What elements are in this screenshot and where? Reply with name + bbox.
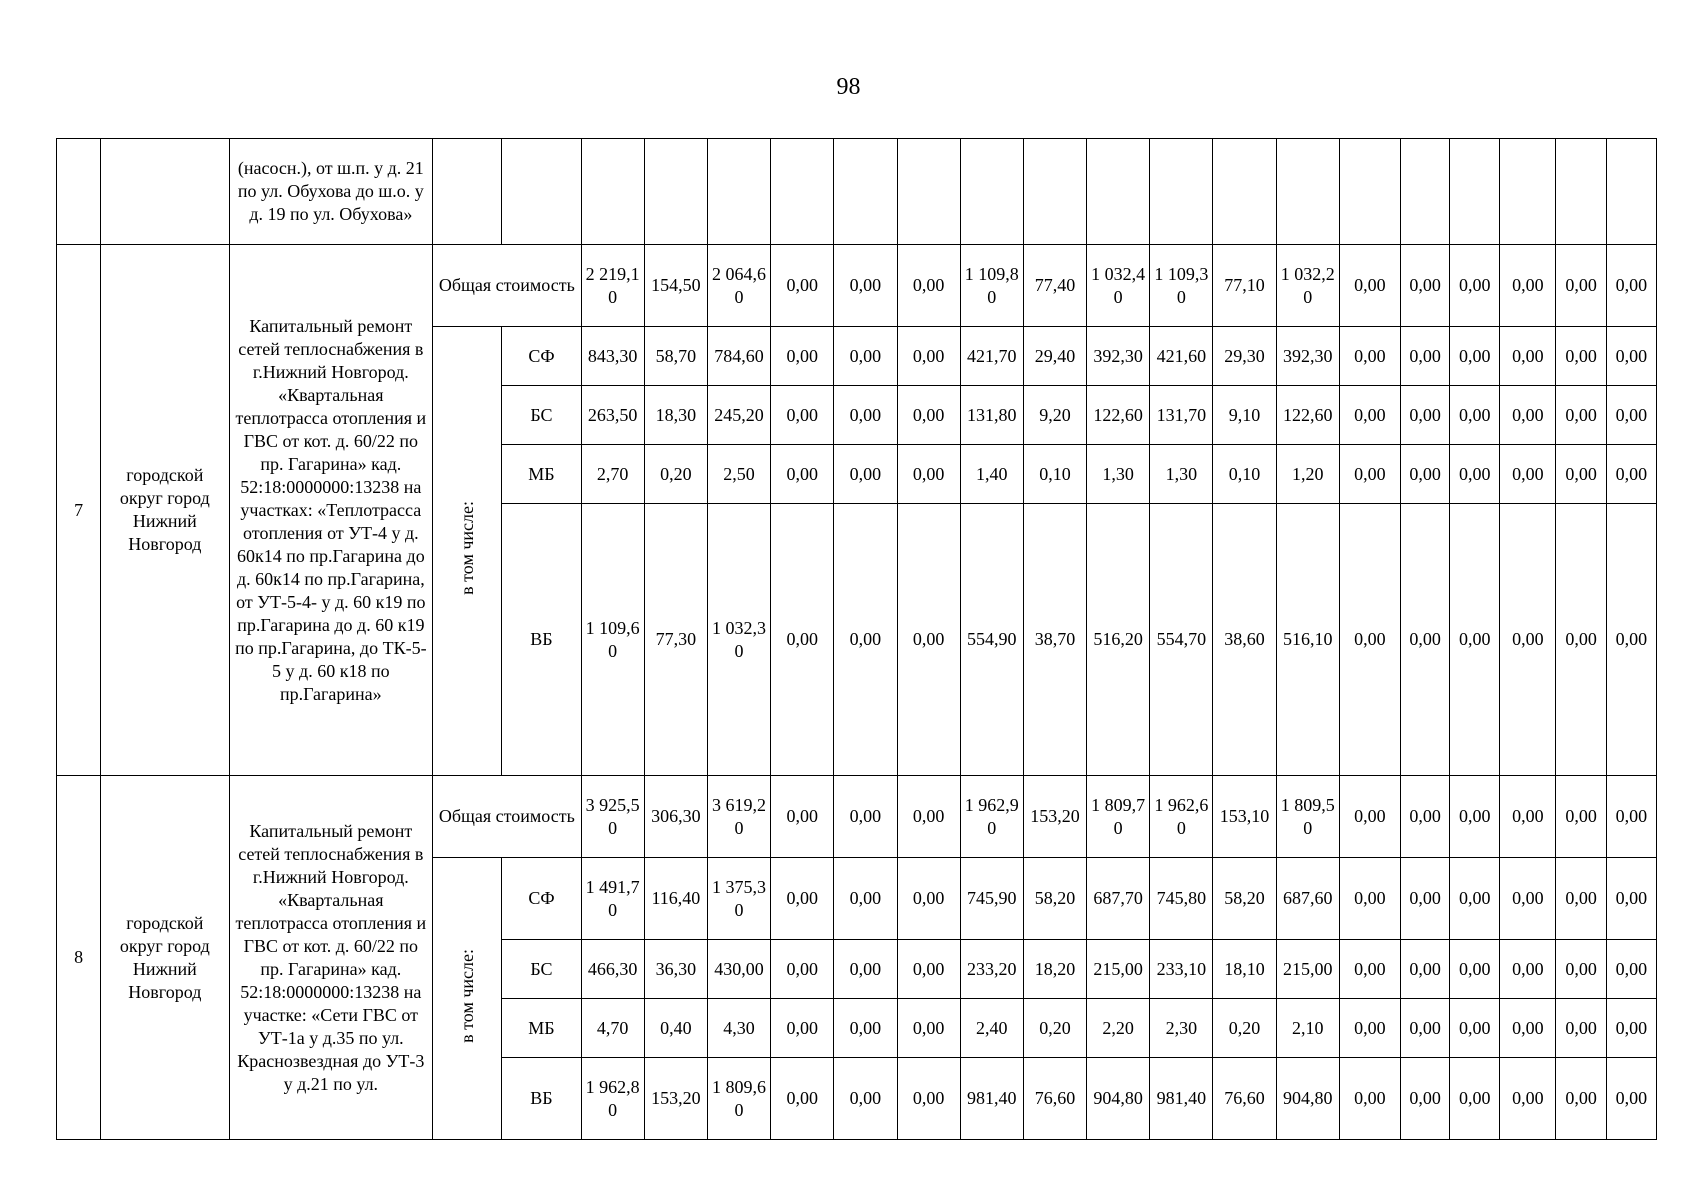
empty-cell [1500, 139, 1556, 245]
value-cell: 0,00 [1401, 940, 1450, 999]
value-cell: 0,00 [1556, 776, 1606, 858]
value-cell: 0,00 [1450, 445, 1500, 504]
funding-source-label: ВБ [502, 504, 581, 776]
value-cell: 0,00 [771, 940, 834, 999]
value-cell: 122,60 [1087, 386, 1150, 445]
empty-cell [1556, 139, 1606, 245]
empty-cell [771, 139, 834, 245]
value-cell: 0,00 [1606, 1058, 1656, 1140]
value-cell: 0,00 [1450, 940, 1500, 999]
value-cell: 0,00 [771, 776, 834, 858]
value-cell: 58,20 [1023, 858, 1086, 940]
value-cell: 392,30 [1276, 327, 1339, 386]
total-cost-label: Общая стоимость [433, 245, 581, 327]
value-cell: 0,00 [834, 999, 897, 1058]
value-cell: 58,70 [644, 327, 707, 386]
value-cell: 76,60 [1023, 1058, 1086, 1140]
funding-source-label: МБ [502, 999, 581, 1058]
value-cell: 1 962,80 [581, 1058, 644, 1140]
value-cell: 0,00 [1556, 386, 1606, 445]
value-cell: 0,00 [1450, 245, 1500, 327]
value-cell: 0,00 [771, 386, 834, 445]
value-cell: 904,80 [1276, 1058, 1339, 1140]
value-cell: 0,00 [1500, 776, 1556, 858]
value-cell: 1,20 [1276, 445, 1339, 504]
num-cell [57, 139, 101, 245]
value-cell: 76,60 [1213, 1058, 1276, 1140]
funding-source-label: ВБ [502, 1058, 581, 1140]
value-cell: 466,30 [581, 940, 644, 999]
empty-cell [1087, 139, 1150, 245]
funding-source-label: БС [502, 386, 581, 445]
value-cell: 77,30 [644, 504, 707, 776]
empty-cell [1213, 139, 1276, 245]
value-cell: 687,60 [1276, 858, 1339, 940]
value-cell: 0,00 [1500, 327, 1556, 386]
value-cell: 421,60 [1150, 327, 1213, 386]
value-cell: 1 491,70 [581, 858, 644, 940]
including-label: в том числе: [457, 948, 478, 1043]
value-cell: 1,30 [1087, 445, 1150, 504]
including-label-cell [433, 858, 502, 1140]
empty-cell [1401, 139, 1450, 245]
value-cell: 0,00 [1339, 386, 1400, 445]
value-cell: 29,40 [1023, 327, 1086, 386]
value-cell: 430,00 [707, 940, 770, 999]
value-cell: 0,00 [1450, 1058, 1500, 1140]
value-cell: 745,80 [1150, 858, 1213, 940]
table-row-total [57, 776, 1657, 858]
value-cell: 1 809,70 [1087, 776, 1150, 858]
description-cell: Капитальный ремонт сетей теплоснабжения в г.Нижний Новгород. «Квартальная теплотрасса отопления и ГВС от кот. д. 60/22 по пр. Гагарина» кад. 52:18:0000000:13238 на участках: «Теплотрасса отопления от УТ-4 у д. 60к14 по пр.Гагарина до д. 60к14 по пр.Гагарина, от УТ-5-4- у д. 60 к19 по пр.Гагарина до д. 60 к19 по пр.Гагарина, до ТК-5-5 у д. 60 к18 по пр.Гагарина» [229, 245, 433, 776]
value-cell: 4,70 [581, 999, 644, 1058]
value-cell: 0,00 [771, 327, 834, 386]
empty-cell [834, 139, 897, 245]
empty-cell [1339, 139, 1400, 245]
empty-cell [581, 139, 644, 245]
value-cell: 153,20 [644, 1058, 707, 1140]
value-cell: 0,00 [1500, 940, 1556, 999]
value-cell: 0,20 [1023, 999, 1086, 1058]
value-cell: 9,20 [1023, 386, 1086, 445]
value-cell: 18,20 [1023, 940, 1086, 999]
value-cell: 0,00 [834, 327, 897, 386]
value-cell: 0,00 [1450, 386, 1500, 445]
value-cell: 2,50 [707, 445, 770, 504]
value-cell: 1 032,30 [707, 504, 770, 776]
value-cell: 2 064,60 [707, 245, 770, 327]
value-cell: 687,70 [1087, 858, 1150, 940]
empty-cell [1450, 139, 1500, 245]
value-cell: 1 962,90 [960, 776, 1023, 858]
value-cell: 18,10 [1213, 940, 1276, 999]
value-cell: 1,30 [1150, 445, 1213, 504]
value-cell: 0,00 [1339, 776, 1400, 858]
value-cell: 0,00 [1450, 999, 1500, 1058]
value-cell: 215,00 [1276, 940, 1339, 999]
description-cell: (насосн.), от ш.п. у д. 21 по ул. Обухова до ш.о. у д. 19 по ул. Обухова» [229, 139, 433, 245]
value-cell: 0,00 [1339, 504, 1400, 776]
page-number: 98 [836, 74, 861, 100]
including-label: в том числе: [457, 501, 478, 595]
value-cell: 0,00 [1450, 858, 1500, 940]
value-cell: 0,00 [1556, 445, 1606, 504]
value-cell: 18,30 [644, 386, 707, 445]
value-cell: 0,00 [1556, 858, 1606, 940]
empty-cell [1150, 139, 1213, 245]
empty-cell [1023, 139, 1086, 245]
value-cell: 0,00 [771, 858, 834, 940]
value-cell: 0,00 [1401, 445, 1450, 504]
value-cell: 116,40 [644, 858, 707, 940]
value-cell: 233,20 [960, 940, 1023, 999]
funding-source-label: СФ [502, 327, 581, 386]
funding-source-label: БС [502, 940, 581, 999]
value-cell: 843,30 [581, 327, 644, 386]
value-cell: 745,90 [960, 858, 1023, 940]
value-cell: 77,10 [1213, 245, 1276, 327]
value-cell: 0,10 [1023, 445, 1086, 504]
value-cell: 0,00 [1401, 999, 1450, 1058]
value-cell: 0,00 [834, 386, 897, 445]
value-cell: 215,00 [1087, 940, 1150, 999]
value-cell: 0,00 [834, 504, 897, 776]
description-cell: Капитальный ремонт сетей теплоснабжения в г.Нижний Новгород. «Квартальная теплотрасса отопления и ГВС от кот. д. 60/22 по пр. Гагарина» кад. 52:18:0000000:13238 на участке: «Сети ГВС от УТ-1а у д.35 по ул. Краснозвездная до УТ-3 у д.21 по ул. [229, 776, 433, 1140]
value-cell: 516,20 [1087, 504, 1150, 776]
empty-cell [1276, 139, 1339, 245]
value-cell: 0,00 [1606, 858, 1656, 940]
value-cell: 38,70 [1023, 504, 1086, 776]
value-cell: 0,00 [1556, 504, 1606, 776]
value-cell: 0,00 [834, 858, 897, 940]
value-cell: 0,00 [897, 327, 960, 386]
value-cell: 554,70 [1150, 504, 1213, 776]
value-cell: 2,30 [1150, 999, 1213, 1058]
value-cell: 0,00 [1606, 445, 1656, 504]
municipality-cell: городской округ город Нижний Новгород [101, 776, 229, 1140]
value-cell: 0,00 [834, 245, 897, 327]
value-cell: 1 809,60 [707, 1058, 770, 1140]
value-cell: 9,10 [1213, 386, 1276, 445]
value-cell: 0,00 [897, 858, 960, 940]
value-cell: 0,00 [1401, 386, 1450, 445]
value-cell: 0,00 [1401, 245, 1450, 327]
value-cell: 0,00 [771, 245, 834, 327]
value-cell: 0,00 [1606, 940, 1656, 999]
row-number-cell: 7 [57, 245, 101, 776]
empty-cell [433, 139, 502, 245]
value-cell: 2 219,10 [581, 245, 644, 327]
value-cell: 0,00 [1339, 327, 1400, 386]
value-cell: 0,00 [897, 504, 960, 776]
value-cell: 516,10 [1276, 504, 1339, 776]
value-cell: 0,00 [897, 386, 960, 445]
value-cell: 0,00 [897, 245, 960, 327]
value-cell: 1 962,60 [1150, 776, 1213, 858]
value-cell: 1 109,60 [581, 504, 644, 776]
value-cell: 4,30 [707, 999, 770, 1058]
empty-cell [960, 139, 1023, 245]
value-cell: 0,00 [1339, 940, 1400, 999]
value-cell: 2,20 [1087, 999, 1150, 1058]
value-cell: 0,00 [897, 999, 960, 1058]
value-cell: 554,90 [960, 504, 1023, 776]
value-cell: 0,00 [1500, 1058, 1556, 1140]
value-cell: 0,00 [1339, 858, 1400, 940]
empty-cell [897, 139, 960, 245]
value-cell: 0,00 [1401, 776, 1450, 858]
value-cell: 0,00 [1500, 999, 1556, 1058]
value-cell: 29,30 [1213, 327, 1276, 386]
value-cell: 0,00 [897, 776, 960, 858]
value-cell: 0,00 [897, 1058, 960, 1140]
value-cell: 0,10 [1213, 445, 1276, 504]
value-cell: 131,70 [1150, 386, 1213, 445]
value-cell: 0,00 [834, 445, 897, 504]
value-cell: 0,00 [834, 1058, 897, 1140]
empty-cell [644, 139, 707, 245]
value-cell: 1 032,20 [1276, 245, 1339, 327]
value-cell: 0,00 [1556, 327, 1606, 386]
value-cell: 0,00 [771, 1058, 834, 1140]
value-cell: 131,80 [960, 386, 1023, 445]
value-cell: 0,00 [1606, 386, 1656, 445]
value-cell: 0,00 [1401, 327, 1450, 386]
value-cell: 0,00 [1500, 386, 1556, 445]
value-cell: 1 375,30 [707, 858, 770, 940]
value-cell: 153,10 [1213, 776, 1276, 858]
table-body [57, 139, 1657, 1140]
value-cell: 981,40 [960, 1058, 1023, 1140]
value-cell: 0,00 [1500, 504, 1556, 776]
value-cell: 2,70 [581, 445, 644, 504]
empty-cell [707, 139, 770, 245]
value-cell: 36,30 [644, 940, 707, 999]
total-cost-label: Общая стоимость [433, 776, 581, 858]
value-cell: 0,00 [1401, 858, 1450, 940]
value-cell: 0,00 [771, 999, 834, 1058]
value-cell: 0,00 [1339, 445, 1400, 504]
value-cell: 0,20 [1213, 999, 1276, 1058]
municipality-cell [101, 139, 229, 245]
value-cell: 421,70 [960, 327, 1023, 386]
value-cell: 3 619,20 [707, 776, 770, 858]
value-cell: 153,20 [1023, 776, 1086, 858]
value-cell: 0,00 [1339, 245, 1400, 327]
value-cell: 0,00 [897, 445, 960, 504]
value-cell: 0,00 [1606, 327, 1656, 386]
value-cell: 1 109,80 [960, 245, 1023, 327]
value-cell: 2,10 [1276, 999, 1339, 1058]
value-cell: 3 925,50 [581, 776, 644, 858]
funding-source-label: СФ [502, 858, 581, 940]
value-cell: 0,00 [1606, 504, 1656, 776]
value-cell: 2,40 [960, 999, 1023, 1058]
value-cell: 0,00 [1339, 1058, 1400, 1140]
value-cell: 0,00 [1500, 245, 1556, 327]
value-cell: 0,00 [1606, 245, 1656, 327]
value-cell: 981,40 [1150, 1058, 1213, 1140]
value-cell: 1 809,50 [1276, 776, 1339, 858]
value-cell: 263,50 [581, 386, 644, 445]
value-cell: 0,00 [771, 504, 834, 776]
table-row-continuation [57, 139, 1657, 245]
value-cell: 0,00 [1450, 327, 1500, 386]
value-cell: 0,20 [644, 445, 707, 504]
value-cell: 77,40 [1023, 245, 1086, 327]
value-cell: 0,00 [1339, 999, 1400, 1058]
value-cell: 1,40 [960, 445, 1023, 504]
value-cell: 1 109,30 [1150, 245, 1213, 327]
value-cell: 0,00 [1450, 504, 1500, 776]
value-cell: 122,60 [1276, 386, 1339, 445]
value-cell: 38,60 [1213, 504, 1276, 776]
value-cell: 0,00 [1606, 776, 1656, 858]
value-cell: 306,30 [644, 776, 707, 858]
value-cell: 0,00 [771, 445, 834, 504]
value-cell: 0,00 [1556, 999, 1606, 1058]
empty-cell [1606, 139, 1656, 245]
value-cell: 1 032,40 [1087, 245, 1150, 327]
including-label-cell [433, 327, 502, 776]
value-cell: 392,30 [1087, 327, 1150, 386]
value-cell: 0,00 [834, 940, 897, 999]
value-cell: 904,80 [1087, 1058, 1150, 1140]
value-cell: 233,10 [1150, 940, 1213, 999]
row-number-cell: 8 [57, 776, 101, 1140]
municipality-cell: городской округ город Нижний Новгород [101, 245, 229, 776]
value-cell: 0,40 [644, 999, 707, 1058]
value-cell: 0,00 [1401, 504, 1450, 776]
table-row-total [57, 245, 1657, 327]
value-cell: 0,00 [1401, 1058, 1450, 1140]
financing-table [56, 138, 1657, 1140]
funding-source-label: МБ [502, 445, 581, 504]
empty-cell [502, 139, 581, 245]
value-cell: 154,50 [644, 245, 707, 327]
value-cell: 0,00 [1556, 245, 1606, 327]
value-cell: 0,00 [897, 940, 960, 999]
value-cell: 0,00 [1500, 445, 1556, 504]
value-cell: 0,00 [1556, 1058, 1606, 1140]
value-cell: 0,00 [1606, 999, 1656, 1058]
value-cell: 0,00 [1556, 940, 1606, 999]
value-cell: 0,00 [1450, 776, 1500, 858]
value-cell: 0,00 [1500, 858, 1556, 940]
value-cell: 0,00 [834, 776, 897, 858]
value-cell: 784,60 [707, 327, 770, 386]
value-cell: 245,20 [707, 386, 770, 445]
value-cell: 58,20 [1213, 858, 1276, 940]
